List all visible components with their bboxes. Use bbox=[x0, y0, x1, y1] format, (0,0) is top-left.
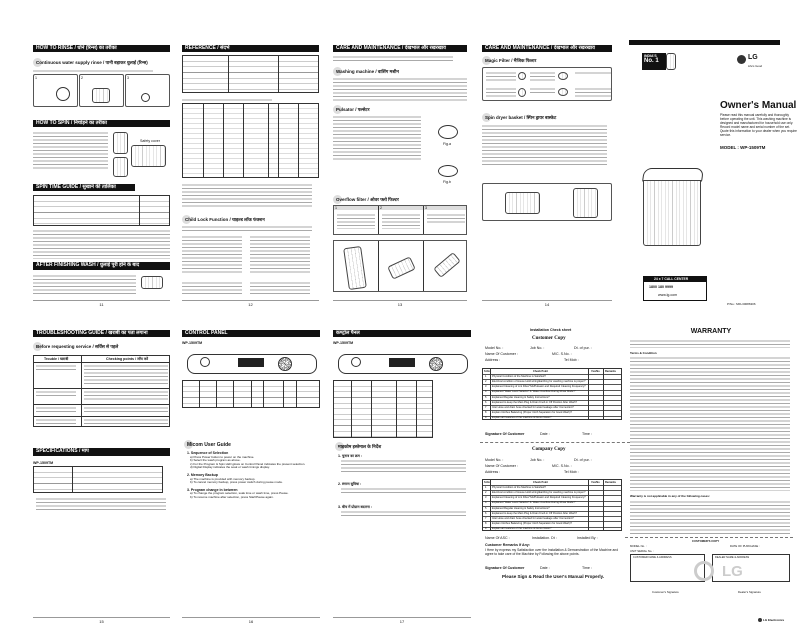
field-label: M/C. S.No. : bbox=[552, 464, 572, 468]
table-2-title bbox=[182, 98, 272, 101]
lg-logo-icon bbox=[758, 618, 762, 622]
micom-heading-hindi: माइकोम इस्तेमाल के निर्देश bbox=[338, 444, 382, 449]
customer-signature-label: Customer's Signature bbox=[652, 590, 679, 594]
row-number: 6 bbox=[485, 511, 487, 515]
checklist-item: Explained to keep the Main Plug & Drain Knob in Off Position After Wash? bbox=[492, 511, 577, 515]
guide-item: d) Digital Display indicates the soak or wash timings display. bbox=[190, 465, 270, 470]
checklist-item: Explain Clothes Balancing (Proper Cloth Separation for Good Wash)? bbox=[492, 522, 572, 526]
field-label: M/C. S.No. : bbox=[552, 352, 572, 356]
pulsator-figure-a bbox=[438, 125, 458, 139]
row-number: 2 bbox=[485, 380, 487, 383]
badge-line1: INDIA'S bbox=[644, 54, 657, 58]
row-number: 1 bbox=[485, 485, 487, 489]
checklist-item: Physical Condition of the Machine is Satisfied? bbox=[492, 374, 546, 378]
specifications-table bbox=[33, 466, 163, 493]
company-checklist-table bbox=[482, 479, 622, 531]
guide-item: a) Press Power button to power on the machine. bbox=[190, 454, 255, 459]
dealer-signature-label: Dealer's Signature bbox=[738, 590, 761, 594]
child-lock-intro bbox=[182, 225, 312, 231]
checklist-item: Explained to keep the Main Plug & Drain Knob in Off Position After Wash? bbox=[492, 400, 577, 404]
step-number: 1 bbox=[335, 206, 337, 210]
spin-illustration bbox=[113, 157, 128, 177]
badge-line2: No. 1 bbox=[644, 58, 659, 64]
remarks-label: Customer Remarks If Any: bbox=[485, 543, 531, 547]
troubleshooting-heading: TROUBLESHOOTING GUIDE / खराबी का पता लगाना bbox=[33, 330, 170, 337]
rinse-intro bbox=[33, 69, 153, 72]
field-label: Name Of Customer : bbox=[485, 352, 518, 356]
machine-illustration bbox=[141, 276, 163, 289]
machine-illustration bbox=[131, 145, 166, 167]
page-number: 13 bbox=[333, 300, 467, 307]
checklist-item: Explained Regular cleaning & Safety Instructions? bbox=[492, 395, 550, 399]
badge-machine-icon bbox=[666, 53, 676, 70]
step-number: 1 bbox=[35, 76, 37, 80]
exclusions-text bbox=[630, 500, 790, 534]
washing-machine-illustration bbox=[643, 168, 703, 250]
field-label: Job No. : bbox=[530, 346, 545, 350]
exclusions-heading: Warranty is not applicable in any of the following cases: bbox=[630, 494, 710, 498]
row-number: 3 bbox=[485, 496, 487, 500]
signature-label: Signature Of Customer bbox=[485, 432, 525, 436]
page-number: 14 bbox=[482, 300, 612, 307]
time-label: Time : bbox=[582, 566, 592, 570]
warranty-title: WARRANTY bbox=[690, 328, 732, 335]
page-13 bbox=[333, 45, 467, 307]
before-service-heading: Before requesting service / सर्विस से पहले bbox=[36, 344, 119, 349]
field-label: Dt. of pur. : bbox=[574, 346, 592, 350]
checklist-item: Explain all Features of the machine & Demo Given? bbox=[492, 416, 552, 420]
pulsator-heading: Pulsator / पल्सेटर bbox=[336, 107, 370, 112]
troubleshooting-table bbox=[33, 355, 170, 427]
after-wash-text bbox=[33, 274, 136, 294]
column-header: Checking points / जाँच करें bbox=[106, 357, 149, 361]
model-number: MODEL : WP-1509TM bbox=[720, 145, 766, 150]
guide-item: b) Select the wash program as above. bbox=[190, 458, 241, 463]
rinse-step-1 bbox=[33, 74, 78, 107]
page-number: 16 bbox=[182, 617, 320, 624]
care-heading: CARE AND MAINTENANCE / देखभाल और रखरखाव bbox=[482, 45, 612, 52]
customer-checklist-table bbox=[482, 368, 622, 420]
field-label: Name Of ASC : bbox=[485, 536, 510, 540]
row-number: 9 bbox=[485, 416, 487, 420]
cover-page bbox=[629, 40, 797, 310]
spin-basket-text bbox=[482, 124, 607, 166]
step-number: 2 bbox=[81, 76, 83, 80]
spec-note bbox=[36, 497, 166, 512]
rinse-heading: HOW TO RINSE / धोने (रिन्स) का तरीका bbox=[33, 45, 170, 52]
control-panel-table bbox=[182, 380, 320, 408]
section-title: 2. Memory Backup bbox=[187, 472, 218, 477]
pulsator-text bbox=[333, 115, 421, 161]
company-copy-title: Company Copy bbox=[532, 447, 566, 452]
field-label: Model No. : bbox=[485, 458, 504, 462]
page-15 bbox=[33, 330, 170, 625]
read-manual-note: Please Sign & Read the User's Manual Properly. bbox=[502, 574, 605, 579]
column-header: Check Point bbox=[533, 369, 548, 373]
customer-copy-title: Customer Copy bbox=[532, 336, 566, 341]
row-number: 5 bbox=[485, 506, 487, 510]
column-header: Yes/No bbox=[591, 369, 600, 373]
field-label: Name Of Customer : bbox=[485, 464, 518, 468]
field-label: Address : bbox=[485, 470, 501, 474]
spin-basket-heading: Spin dryer basket / स्पिन ड्रायर बास्केट bbox=[485, 115, 557, 120]
date-label: Date : bbox=[540, 566, 550, 570]
checklist-item: Inlet Hose and drain hose checked for water leakage after Connection? bbox=[492, 517, 574, 520]
field-label: UNIT SERIAL No. : bbox=[630, 549, 654, 553]
control-panel-drawing bbox=[187, 354, 317, 374]
checklist-item: Electrical condition of House Hold wiring/Earthing for washing machine is proper? bbox=[492, 491, 586, 494]
section-title: 3. Program change in between bbox=[187, 487, 238, 492]
pulsator-figure-b bbox=[438, 165, 458, 177]
overflow-illustrations bbox=[333, 240, 467, 292]
safety-cover-label: Safety cover bbox=[140, 139, 160, 143]
cover-top-bar bbox=[629, 40, 780, 45]
call-center-label: 24 x 7 CALL CENTER bbox=[644, 277, 706, 282]
box-label: CUSTOMER NAME & ADDRESS bbox=[633, 556, 672, 559]
washing-machine-text bbox=[333, 77, 467, 101]
row-number: 1 bbox=[485, 374, 487, 378]
checklist-item: Explained 'Water Level Selector' & 'Water Overflow During Rinse Mode'? bbox=[492, 390, 576, 394]
guide-item: a) To change the program selection, soak time or wash time, press Pause. bbox=[190, 491, 289, 496]
field-label: Installation. Dt : bbox=[532, 536, 557, 540]
rinse-step-3 bbox=[125, 74, 170, 107]
spin-notes bbox=[33, 229, 170, 259]
after-wash-heading: AFTER FINISHING WASH / धुलाई पूरी होने के बाद bbox=[33, 262, 170, 270]
micom-guide bbox=[187, 452, 317, 500]
page-17 bbox=[333, 330, 471, 625]
row-number: 3 bbox=[485, 385, 487, 389]
child-lock-steps-hi bbox=[250, 235, 310, 275]
field-label: Installed By : bbox=[577, 536, 598, 540]
row-number: 5 bbox=[485, 395, 487, 399]
overflow-steps bbox=[333, 205, 467, 235]
signature-label: Signature Of Customer bbox=[485, 566, 525, 570]
lg-watermark-logo bbox=[694, 561, 714, 581]
row-number: 7 bbox=[485, 517, 487, 520]
call-center-box bbox=[643, 276, 707, 301]
field-label: DATE OF PURCHASE : bbox=[730, 544, 760, 548]
guide-item: b) To cancel memory backup, press power switch during pause mode. bbox=[190, 480, 283, 485]
page-number: 12 bbox=[182, 300, 319, 307]
spec-model: WP-1509TM bbox=[33, 461, 54, 465]
field-label: Tel Mob : bbox=[564, 470, 579, 474]
checklist-item: Explained Regular cleaning & Safety Instructions? bbox=[492, 506, 550, 510]
page-16 bbox=[182, 330, 320, 625]
call-center-phone: 1800 180 9999 bbox=[649, 285, 673, 289]
tagline: Life's Good bbox=[748, 64, 763, 68]
manual-title: Owner's Manual bbox=[720, 100, 797, 111]
guide-item: a) The machine is provided with memory backup. bbox=[190, 476, 256, 481]
section-text bbox=[341, 459, 466, 472]
care-heading: CARE AND MAINTENANCE / देखभाल और रखरखाव bbox=[333, 45, 467, 52]
row-number: 7 bbox=[485, 406, 487, 409]
checklist-item: Explained Cleaning of Lint Filter/Tub/Pulsator and Required Cleaning Frequency? bbox=[492, 496, 586, 500]
care-intro bbox=[333, 55, 453, 61]
page-number: 15 bbox=[33, 617, 170, 624]
field-label: Model No. : bbox=[485, 346, 504, 350]
spin-heading: HOW TO SPIN / निचोड़ने का तरीका bbox=[33, 120, 170, 127]
section-title: 2. स्मरण सुविधा : bbox=[338, 482, 362, 486]
row-number: 9 bbox=[485, 527, 487, 531]
spin-text bbox=[33, 131, 108, 171]
lg-logo-icon bbox=[737, 55, 746, 64]
declaration-text: I Here by express my Satisfaction over the Installation & Demonstration of the Machine and agree to take care of the Machine by Following the above points. bbox=[485, 548, 619, 556]
child-lock-release-en bbox=[182, 281, 242, 295]
field-label: Tel Mob : bbox=[564, 358, 579, 362]
sheet-title: Installation Check sheet bbox=[530, 328, 572, 332]
cut-line bbox=[480, 442, 630, 443]
page-11 bbox=[33, 45, 170, 307]
warranty-page bbox=[630, 328, 792, 628]
row-number: 6 bbox=[485, 400, 487, 404]
box-label: DEALER NAME & ADDRESS bbox=[715, 556, 750, 559]
page-number: 11 bbox=[33, 300, 170, 307]
section-title: 1. Sequence of Selection bbox=[187, 451, 229, 455]
column-header: Trouble / खराबी bbox=[44, 357, 69, 361]
row-number: 8 bbox=[485, 522, 487, 526]
row-number: 8 bbox=[485, 411, 487, 415]
column-header: S.No. bbox=[484, 480, 491, 484]
page-14 bbox=[482, 45, 612, 307]
part-number: P/No.: MFL30086306 bbox=[727, 302, 756, 306]
manual-description: Please read this manual carefully and thoroughly before operating the unit. This washing machine is designed and manufactured for household use only. Record model name and serial number of the set. Quote this information to your dealer when you require service. bbox=[720, 113, 797, 137]
checklist-item: Electrical condition of House Hold wiring/Earthing for washing machine is proper? bbox=[492, 380, 586, 383]
reference-heading: REFERENCE / संदर्भ bbox=[182, 45, 319, 52]
magic-filter-steps bbox=[482, 67, 612, 101]
checklist-item: Explain all Features of the machine & Demo Given? bbox=[492, 527, 552, 531]
customers-copy-title: CUSTOMER'S COPY bbox=[692, 539, 720, 543]
reference-table-2 bbox=[182, 103, 319, 178]
guide-item: c) For the Program & Spin LED glows on Control Panel indicates the present selection. bbox=[190, 461, 306, 466]
row-number: 2 bbox=[485, 491, 487, 494]
notes bbox=[182, 183, 312, 208]
row-number: 4 bbox=[485, 390, 487, 394]
overflow-heading: Overflow filter / ओवर फ्लो फिल्टर bbox=[336, 197, 399, 202]
checklist-item: Explained Cleaning of Lint Filter/Tub/Pulsator and Required Cleaning Frequency? bbox=[492, 385, 586, 389]
column-header: Check Point bbox=[533, 480, 548, 484]
terms-heading: Terms & Condition bbox=[630, 351, 657, 355]
brand-name: LG bbox=[748, 54, 758, 61]
footer-brand: LG Electronics bbox=[763, 618, 785, 622]
step-number: 3 bbox=[127, 76, 129, 80]
control-panel-drawing bbox=[338, 354, 468, 374]
control-panel-heading: CONTROL PANEL bbox=[182, 330, 320, 337]
fig-b-label: Fig.b bbox=[443, 180, 451, 184]
step-number: 2 bbox=[380, 206, 382, 210]
field-label: Address : bbox=[485, 358, 501, 362]
india-no1-badge bbox=[642, 53, 666, 70]
column-header: Remarks bbox=[605, 369, 616, 373]
micom-heading: Micom User Guide bbox=[187, 442, 231, 448]
field-label: Dt. of pur. : bbox=[574, 458, 592, 462]
date-label: Date : bbox=[540, 432, 550, 436]
rinse-step-2 bbox=[79, 74, 124, 107]
warranty-intro bbox=[630, 339, 790, 348]
spin-basket-illustration bbox=[482, 183, 612, 221]
specifications-heading: SPECIFICATIONS / माप bbox=[33, 448, 170, 456]
child-lock-steps-en bbox=[182, 235, 242, 275]
checklist-item: Explained 'Water Level Selector' & 'Water Overflow During Rinse Mode'? bbox=[492, 501, 576, 505]
magic-filter-heading: Magic Filter / मैजिक फिल्टर bbox=[485, 58, 537, 63]
spin-illustration bbox=[113, 132, 128, 154]
section-title: 3. बीच में प्रोग्राम बदलना : bbox=[338, 505, 373, 509]
control-panel-table-hindi bbox=[333, 380, 433, 438]
checklist-item: Physical Condition of the Machine is Satisfied? bbox=[492, 485, 546, 489]
control-panel-heading-hindi: कण्ट्रोल पैनल bbox=[333, 330, 471, 337]
washing-machine-heading: Washing machine / वाशिंग मशीन bbox=[336, 69, 399, 74]
lg-watermark-text: LG bbox=[722, 563, 743, 580]
column-header: Remarks bbox=[605, 480, 616, 484]
rinse-subheading: Continuous water supply rinse / पानी बहाकर धुलाई (रिन्स) bbox=[36, 60, 148, 65]
time-label: Time : bbox=[582, 432, 592, 436]
reference-table-1 bbox=[182, 55, 319, 93]
column-header: Yes/No bbox=[591, 480, 600, 484]
spin-time-table bbox=[33, 195, 170, 226]
field-label: Job No. : bbox=[530, 458, 545, 462]
guide-item: b) To resume machine after selection, press Start/Pause again. bbox=[190, 494, 274, 499]
page-number: 17 bbox=[333, 617, 471, 624]
fig-a-label: Fig.a bbox=[443, 142, 451, 146]
website: www.lg.com bbox=[658, 293, 678, 297]
section-text bbox=[341, 510, 466, 516]
column-header: S.No. bbox=[484, 369, 491, 373]
child-lock-release-hi bbox=[250, 281, 310, 295]
control-panel-model: WP-1509TM bbox=[182, 341, 203, 345]
section-text bbox=[341, 487, 466, 493]
child-lock-heading: Child Lock Function / चाइल्ड लॉक फंक्शन bbox=[185, 217, 265, 222]
control-panel-model: WP-1509TM bbox=[333, 341, 354, 345]
field-label: MODEL No. : bbox=[630, 544, 647, 548]
checklist-item: Explain Clothes Balancing (Proper Cloth Separation for Good Wash)? bbox=[492, 411, 572, 415]
terms-list bbox=[630, 356, 790, 491]
page-12 bbox=[182, 45, 319, 307]
section-title: 1. चुनाव का क्रम : bbox=[338, 454, 362, 458]
row-number: 4 bbox=[485, 501, 487, 505]
installation-check-sheet bbox=[482, 328, 625, 583]
step-number: 3 bbox=[425, 206, 427, 210]
cut-line bbox=[625, 537, 793, 538]
spin-time-heading: SPIN TIME GUIDE / सुखाने की तालिका bbox=[33, 184, 135, 191]
checklist-item: Inlet Hose and drain hose checked for water leakage after Connection? bbox=[492, 406, 574, 409]
